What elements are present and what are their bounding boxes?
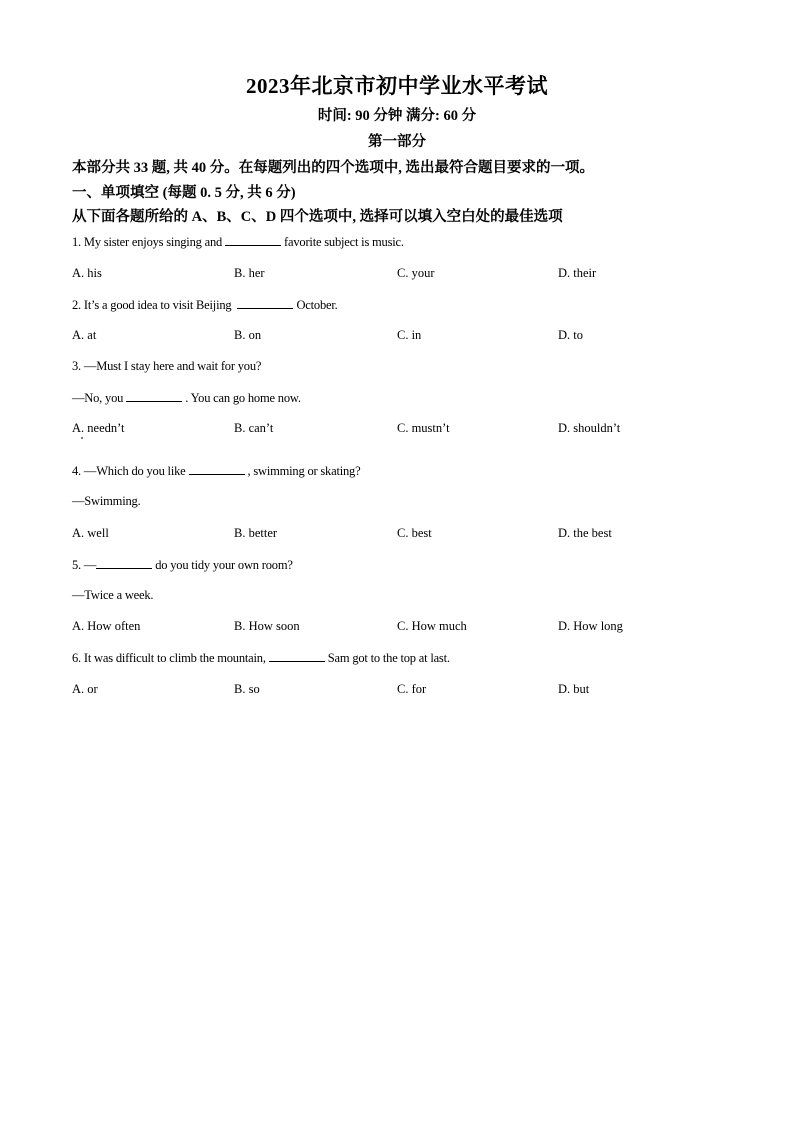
answer-blank bbox=[189, 463, 245, 475]
question-5-text-after: do you tidy your own room? bbox=[155, 558, 293, 572]
question-2-option-b: B. on bbox=[234, 328, 262, 342]
answer-blank bbox=[269, 650, 325, 662]
question-1-option-d: D. their bbox=[558, 266, 597, 280]
answer-blank bbox=[237, 297, 293, 309]
question-6-option-c: C. for bbox=[397, 682, 427, 696]
section-instructions: 从下面各题所给的 A、B、C、D 四个选项中, 选择可以填入空白处的最佳选项 bbox=[72, 209, 563, 225]
question-4-line-2: —Swimming. bbox=[72, 494, 141, 508]
question-3-option-a: A. needn’t bbox=[72, 421, 125, 435]
question-6-text-before: 6. It was difficult to climb the mountain, bbox=[72, 651, 266, 665]
question-6-option-b: B. so bbox=[234, 682, 260, 696]
section-heading: 一、单项填空 (每题 0. 5 分, 共 6 分) bbox=[72, 185, 296, 201]
exam-title: 2023年北京市初中学业水平考试 bbox=[246, 74, 548, 98]
part-instructions: 本部分共 33 题, 共 40 分。在每题列出的四个选项中, 选出最符合题目要求的一项。 bbox=[72, 160, 594, 176]
question-6-stem bbox=[72, 650, 450, 666]
question-6-text-after: Sam got to the top at last. bbox=[327, 651, 450, 665]
answer-blank bbox=[225, 234, 281, 246]
exam-time-and-score: 时间: 90 分钟 满分: 60 分 bbox=[317, 108, 477, 124]
question-5-option-b: B. How soon bbox=[234, 619, 300, 633]
question-1-text-before: 1. My sister enjoys singing and bbox=[72, 235, 223, 249]
question-5-option-c: C. How much bbox=[397, 619, 467, 633]
question-4-line-1 bbox=[72, 463, 360, 479]
question-4-option-b: B. better bbox=[234, 526, 278, 540]
question-2-option-c: C. in bbox=[397, 328, 422, 342]
question-1-stem bbox=[72, 234, 404, 250]
question-5-text-before: 5. — bbox=[72, 558, 97, 572]
question-4-text-after: , swimming or skating? bbox=[247, 464, 361, 478]
question-5-option-d: D. How long bbox=[558, 619, 623, 633]
question-3-option-d: D. shouldn’t bbox=[558, 421, 621, 435]
question-2-text-before: 2. It’s a good idea to visit Beijing bbox=[72, 298, 232, 312]
question-3-line-1: 3. —Must I stay here and wait for you? bbox=[72, 359, 262, 373]
question-4-option-c: C. best bbox=[397, 526, 432, 540]
question-1-option-c: C. your bbox=[397, 266, 435, 280]
answer-blank bbox=[126, 390, 182, 402]
question-1-option-b: B. her bbox=[234, 266, 265, 280]
part-heading: 第一部分 bbox=[368, 134, 426, 150]
question-3-line-2 bbox=[72, 390, 301, 406]
question-4-text-before: 4. —Which do you like bbox=[72, 464, 186, 478]
question-5-line-2: —Twice a week. bbox=[72, 588, 154, 602]
question-2-option-d: D. to bbox=[558, 328, 583, 342]
answer-blank bbox=[96, 557, 152, 569]
question-3-text-before: —No, you bbox=[72, 391, 124, 405]
question-6-option-a: A. or bbox=[72, 682, 98, 696]
question-1-option-a: A. his bbox=[72, 266, 102, 280]
question-5-option-a: A. How often bbox=[72, 619, 141, 633]
question-3-option-b: B. can’t bbox=[234, 421, 274, 435]
question-2-text-after: October. bbox=[296, 298, 338, 312]
question-1-text-after: favorite subject is music. bbox=[284, 235, 404, 249]
question-6-option-d: D. but bbox=[558, 682, 590, 696]
question-5-line-1 bbox=[72, 557, 293, 573]
question-4-option-a: A. well bbox=[72, 526, 109, 540]
question-3-option-c: C. mustn’t bbox=[397, 421, 450, 435]
question-4-option-d: D. the best bbox=[558, 526, 612, 540]
question-2-stem bbox=[72, 297, 338, 313]
stray-dot bbox=[81, 437, 83, 439]
question-2-option-a: A. at bbox=[72, 328, 97, 342]
question-3-text-after: . You can go home now. bbox=[185, 391, 301, 405]
